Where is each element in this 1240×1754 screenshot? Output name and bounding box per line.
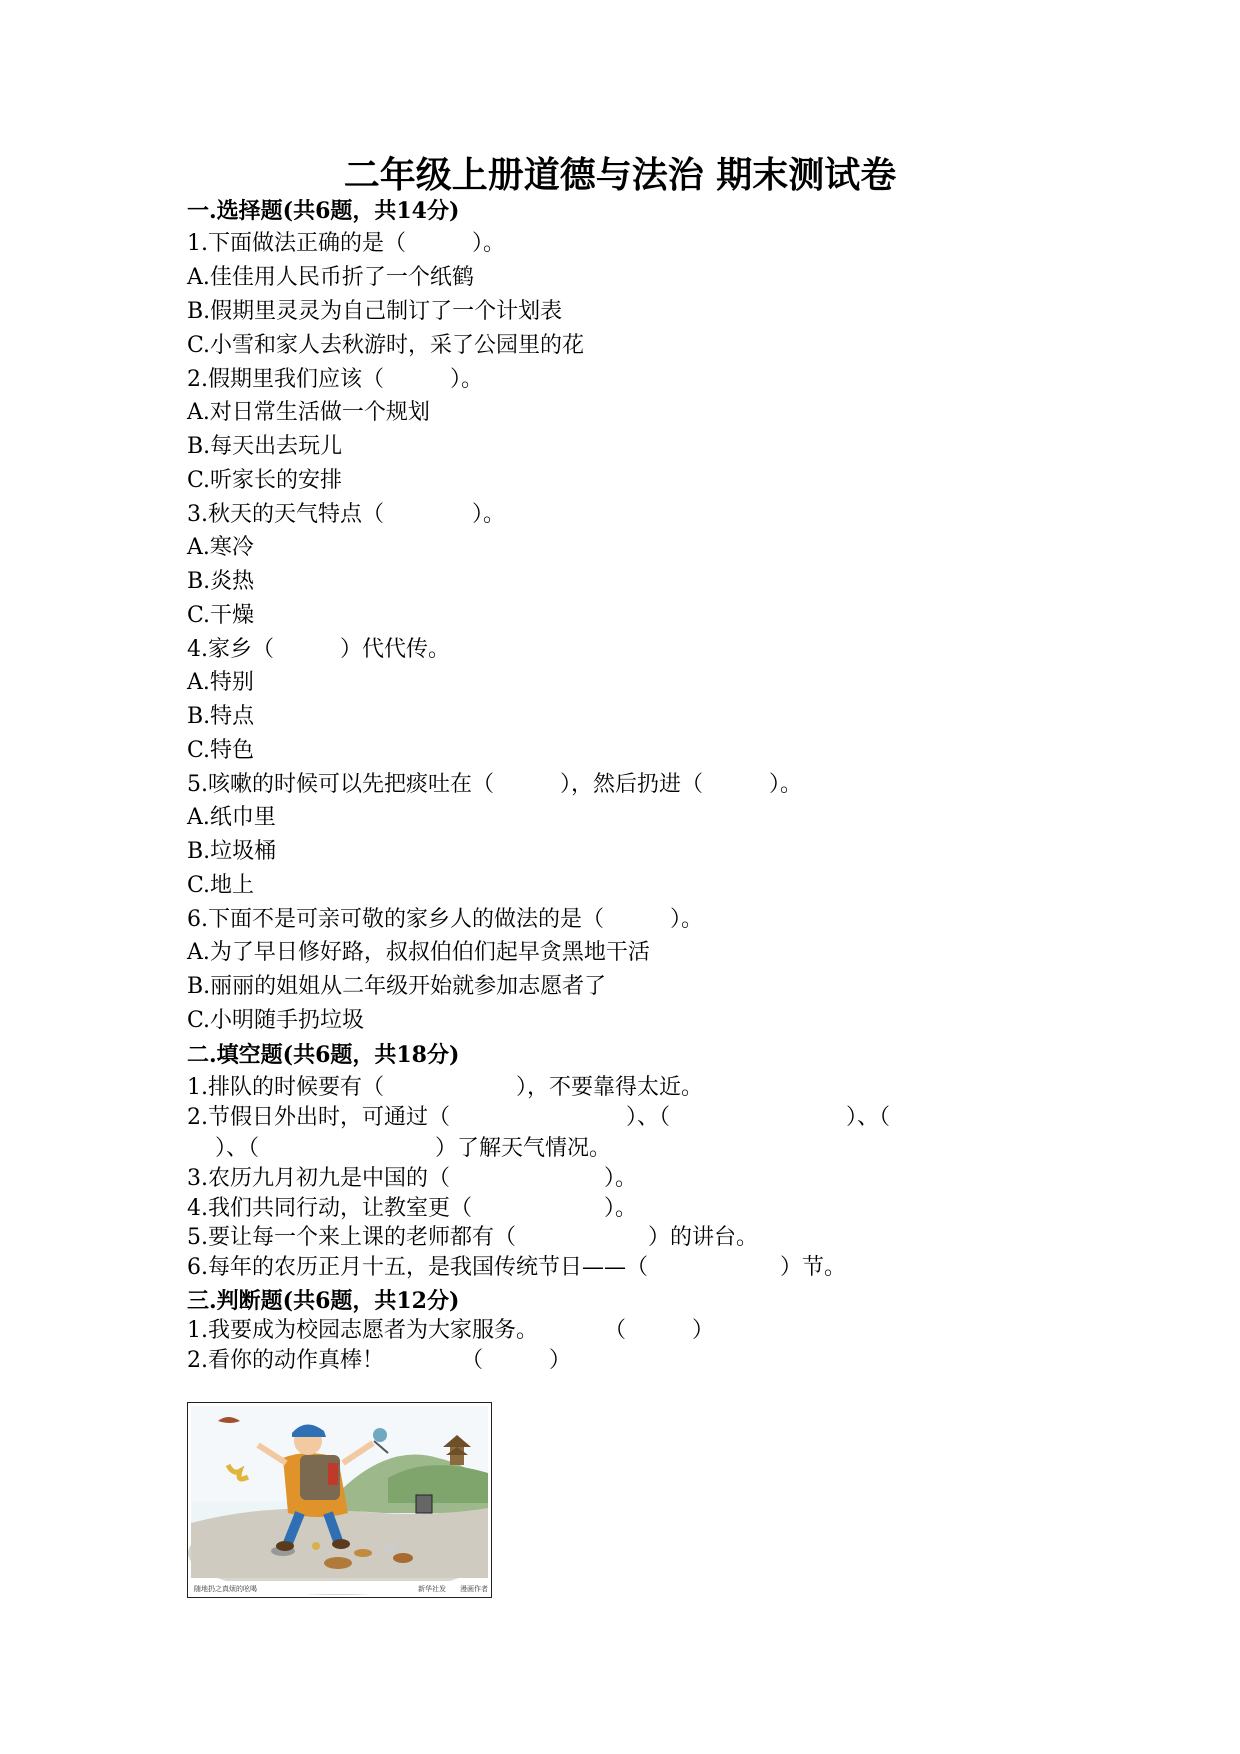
answer-option: B.假期里灵灵为自己制订了一个计划表 xyxy=(187,299,563,324)
question-text: 6.下面不是可亲可敬的家乡人的做法的是（ ）。 xyxy=(187,907,703,932)
answer-option: B.每天出去玩儿 xyxy=(187,434,343,459)
litter-cartoon-image xyxy=(187,1402,492,1598)
answer-option: C.干燥 xyxy=(187,603,255,628)
answer-option: A.对日常生活做一个规划 xyxy=(187,400,430,425)
answer-option: C.小明随手扔垃圾 xyxy=(187,1008,365,1033)
image-caption-left: 随地扔之真烦的吆喝 xyxy=(194,1585,257,1593)
section-heading: 一.选择题(共6题，共14分) xyxy=(187,198,460,224)
section-heading: 二.填空题(共6题，共18分) xyxy=(187,1042,460,1068)
cartoon-illustration xyxy=(188,1403,491,1597)
question-text: 3.秋天的天气特点（ ）。 xyxy=(187,502,505,527)
answer-option: B.特点 xyxy=(187,704,255,729)
answer-option: A.为了早日修好路，叔叔伯伯们起早贪黑地干活 xyxy=(187,940,650,965)
answer-option: A.佳佳用人民币折了一个纸鹤 xyxy=(187,265,474,290)
answer-option: B.丽丽的姐姐从二年级开始就参加志愿者了 xyxy=(187,974,607,999)
answer-option: B.垃圾桶 xyxy=(187,839,277,864)
answer-option: A.特别 xyxy=(187,670,254,695)
image-caption-right: 新华社发 漫画作者 xyxy=(418,1585,488,1593)
question-text: 5.要让每一个来上课的老师都有（ ）的讲台。 xyxy=(187,1225,758,1250)
question-text: 5.咳嗽的时候可以先把痰吐在（ ），然后扔进（ ）。 xyxy=(187,772,802,797)
question-text: ）、（ ）了解天气情况。 xyxy=(193,1136,612,1161)
page-title: 二年级上册道德与法治 期末测试卷 xyxy=(343,154,897,196)
answer-option: A.寒冷 xyxy=(187,535,254,560)
question-text: 3.农历九月初九是中国的（ ）。 xyxy=(187,1166,637,1191)
question-text: 2.节假日外出时，可通过（ ）、（ ）、（ xyxy=(187,1105,890,1130)
question-text: 6.每年的农历正月十五，是我国传统节日——（ ）节。 xyxy=(187,1255,846,1280)
answer-option: C.小雪和家人去秋游时，采了公园里的花 xyxy=(187,333,585,358)
question-text: 4.家乡（ ）代代传。 xyxy=(187,637,450,662)
question-text: 1.我要成为校园志愿者为大家服务。 （ ） xyxy=(187,1318,714,1343)
answer-option: C.地上 xyxy=(187,873,255,898)
question-text: 1.下面做法正确的是（ ）。 xyxy=(187,231,505,256)
question-text: 4.我们共同行动，让教室更（ ）。 xyxy=(187,1196,637,1221)
question-text: 2.假期里我们应该（ ）。 xyxy=(187,367,483,392)
answer-option: A.纸巾里 xyxy=(187,805,276,830)
section-heading: 三.判断题(共6题，共12分) xyxy=(187,1288,460,1314)
answer-option: B.炎热 xyxy=(187,569,255,594)
question-text: 2.看你的动作真棒！ （ ） xyxy=(187,1348,571,1373)
question-text: 1.排队的时候要有（ ），不要靠得太近。 xyxy=(187,1075,703,1100)
answer-option: C.听家长的安排 xyxy=(187,468,343,493)
answer-option: C.特色 xyxy=(187,738,255,763)
